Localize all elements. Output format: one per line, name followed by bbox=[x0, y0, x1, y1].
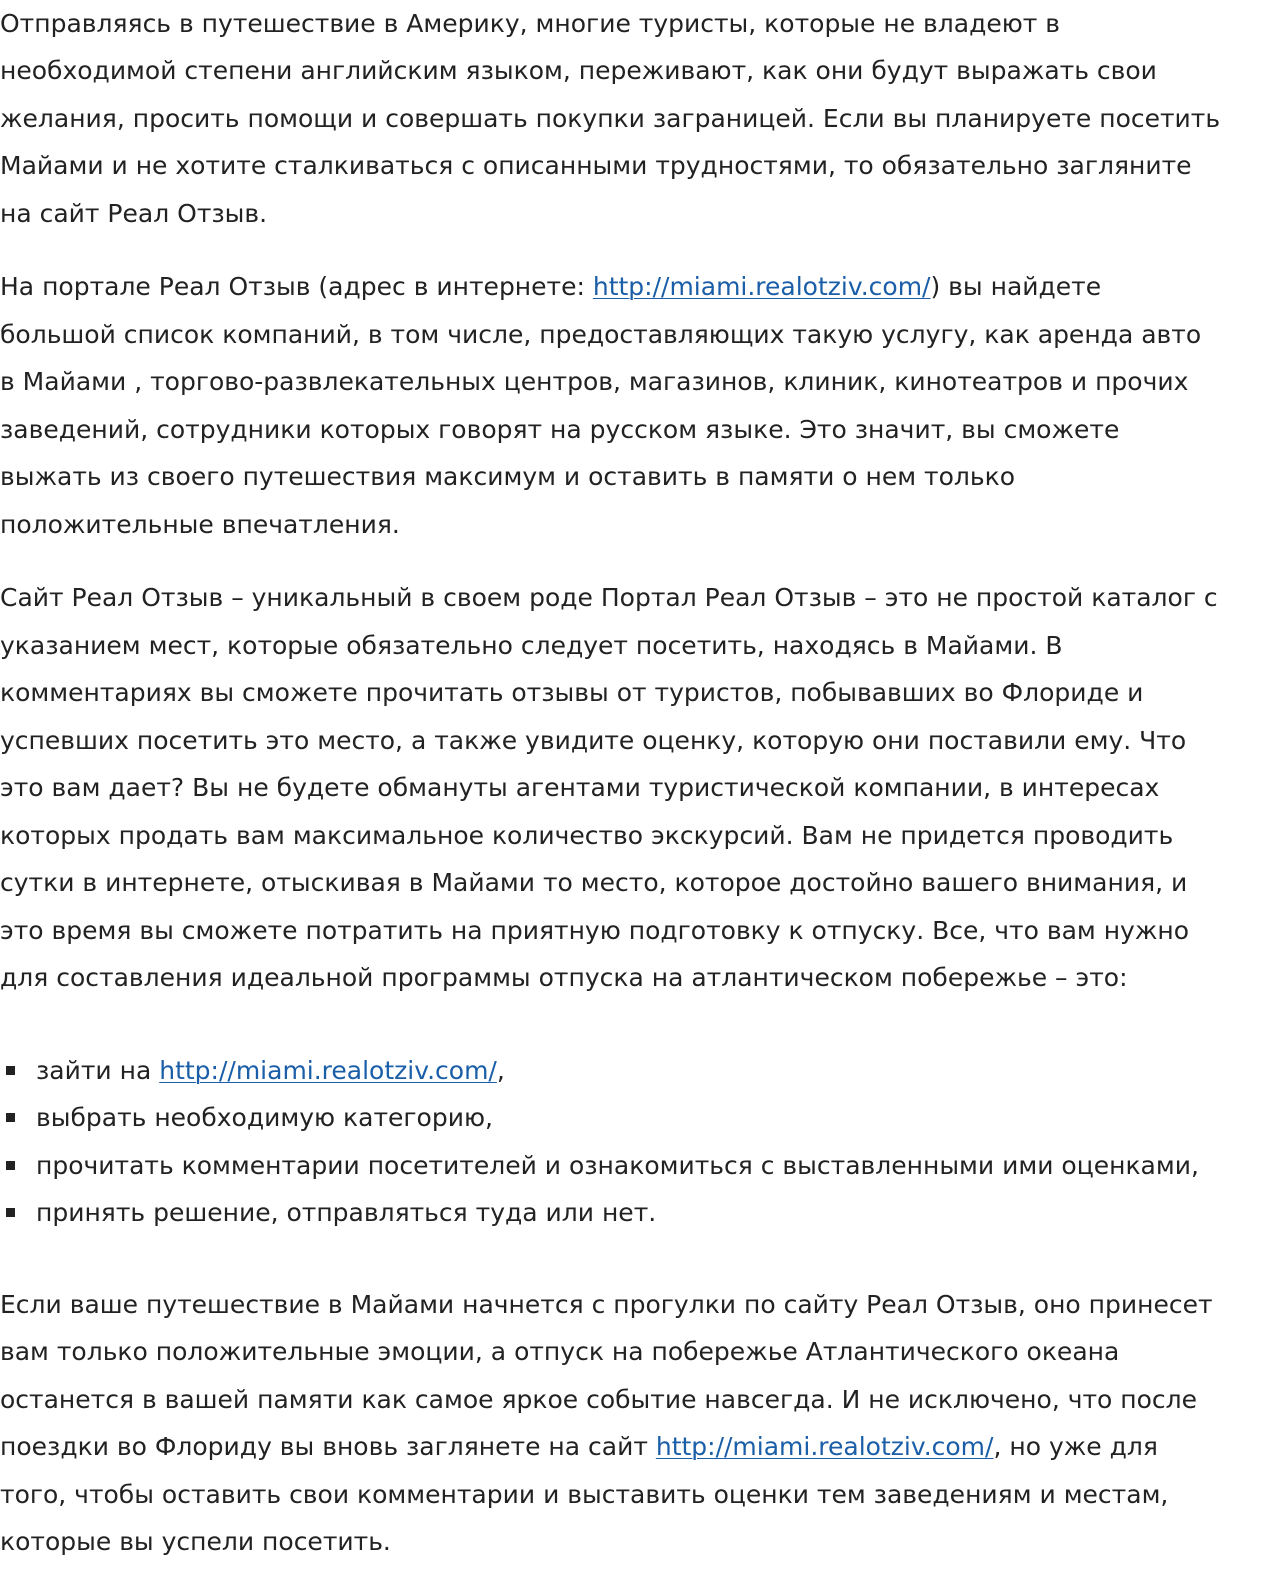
text-line: это вам дает? Вы не будете обмануты агентами туристической компании, в интересах bbox=[0, 773, 1160, 802]
site-link[interactable]: http://miami.realotziv.com/ bbox=[655, 1432, 994, 1461]
list-item: выбрать необходимую категорию, bbox=[36, 1094, 1270, 1142]
text-fragment: ) вы найдете bbox=[930, 272, 1102, 301]
text-fragment: , но уже для bbox=[993, 1432, 1158, 1461]
text-line: которые вы успели посетить. bbox=[0, 1527, 391, 1556]
text-line bbox=[0, 1423, 1270, 1471]
text-line: выжать из своего путешествия максимум и оставить в памяти о нем только bbox=[0, 462, 1016, 491]
text-line: большой список компаний, в том числе, предоставляющих такую услугу, как аренда авто bbox=[0, 319, 1202, 349]
text-fragment: поездки во Флориду вы вновь заглянете на сайт bbox=[0, 1432, 656, 1461]
text-fragment: зайти на bbox=[36, 1055, 160, 1085]
text-line: положительные впечатления. bbox=[0, 509, 400, 539]
unique-site-paragraph bbox=[0, 574, 1270, 1002]
text-line bbox=[0, 263, 1270, 311]
text-line: комментариях вы сможете прочитать отзывы от туристов, побывавших во Флориде и bbox=[0, 678, 1144, 707]
text-line: желания, просить помощи и совершать покупки заграницей. Если вы планируете посетить bbox=[0, 103, 1221, 133]
site-link[interactable]: http://miami.realotziv.com/ bbox=[159, 1055, 497, 1085]
text-line: вам только положительные эмоции, а отпуск на побережье Атлантического океана bbox=[0, 1337, 1120, 1366]
text-line: сутки в интернете, отыскивая в Майами то место, которое достойно вашего внимания, и bbox=[0, 868, 1188, 897]
intro-paragraph bbox=[0, 0, 1270, 237]
list-item bbox=[36, 1047, 1270, 1095]
text-line: успевших посетить это место, а также увидите оценку, которую они поставили ему. Что bbox=[0, 725, 1187, 755]
text-line: на сайт Реал Отзыв. bbox=[0, 198, 268, 228]
text-line: в Майами , торгово-развлекательных центров, магазинов, клиник, кинотеатров и прочих bbox=[0, 367, 1189, 396]
closing-paragraph bbox=[0, 1281, 1270, 1566]
list-item: принять решение, отправляться туда или нет. bbox=[36, 1189, 1270, 1237]
text-line: Отправляясь в путешествие в Америку, многие туристы, которые не владеют в bbox=[0, 8, 1061, 38]
text-line: Сайт Реал Отзыв – уникальный в своем роде Портал Реал Отзыв – это не простой каталог с bbox=[0, 583, 1218, 612]
site-link[interactable]: http://miami.realotziv.com/ bbox=[592, 272, 931, 301]
text-line: необходимой степени английским языком, переживают, как они будут выражать свои bbox=[0, 56, 1157, 85]
text-fragment: На портале Реал Отзыв (адрес в интернете: bbox=[0, 272, 593, 301]
text-fragment: , bbox=[496, 1055, 505, 1085]
portal-paragraph bbox=[0, 263, 1270, 548]
list-item: прочитать комментарии посетителей и ознакомиться с выставленными ими оценками, bbox=[36, 1142, 1270, 1190]
text-line: того, чтобы оставить свои комментарии и выставить оценки тем заведениям и местам, bbox=[0, 1479, 1169, 1509]
text-line: Если ваше путешествие в Майами начнется с прогулки по сайту Реал Отзыв, оно принесет bbox=[0, 1289, 1213, 1319]
text-line: Майами и не хотите сталкиваться с описанными трудностями, то обязательно загляните bbox=[0, 151, 1192, 180]
text-line: это время вы сможете потратить на приятную подготовку к отпуску. Все, что вам нужно bbox=[0, 915, 1190, 945]
text-line: указанием мест, которые обязательно следует посетить, находясь в Майами. В bbox=[0, 630, 1063, 660]
steps-list bbox=[0, 1047, 1270, 1237]
text-line: заведений, сотрудники которых говорят на русском языке. Это значит, вы сможете bbox=[0, 414, 1120, 444]
text-line: останется в вашей памяти как самое яркое событие навсегда. И не исключено, что после bbox=[0, 1384, 1198, 1414]
text-line: для составления идеальной программы отпуска на атлантическом побережье – это: bbox=[0, 963, 1128, 992]
text-line: которых продать вам максимальное количество экскурсий. Вам не придется проводить bbox=[0, 820, 1174, 850]
